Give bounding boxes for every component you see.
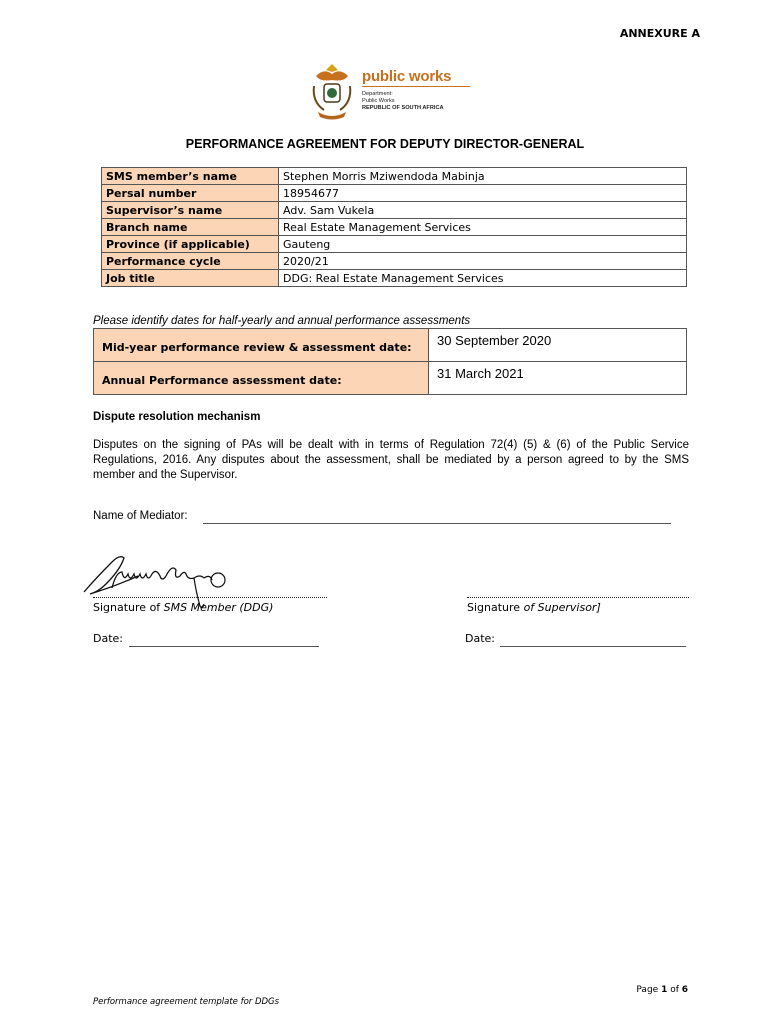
sms-date-line[interactable] xyxy=(129,646,319,647)
row-value: Stephen Morris Mziwendoda Mabinja xyxy=(279,168,687,185)
mediator-label: Name of Mediator: xyxy=(93,510,188,522)
assessment-instruction: Please identify dates for half-yearly and annual performance assessments xyxy=(93,315,471,327)
sms-signature-line xyxy=(93,597,327,598)
public-works-logo xyxy=(308,62,478,124)
row-value: DDG: Real Estate Management Services xyxy=(279,270,687,287)
coat-of-arms-icon xyxy=(308,62,356,124)
row-label: Branch name xyxy=(102,219,279,236)
date-label: Annual Performance assessment date: xyxy=(94,362,429,395)
annexure-label: ANNEXURE A xyxy=(619,27,700,40)
row-value: Real Estate Management Services xyxy=(279,219,687,236)
member-info-table xyxy=(101,167,687,287)
date-value: 30 September 2020 xyxy=(429,329,687,362)
dispute-heading: Dispute resolution mechanism xyxy=(93,411,261,423)
table-row xyxy=(102,253,687,270)
row-label: Province (if applicable) xyxy=(102,236,279,253)
row-label: Persal number xyxy=(102,185,279,202)
page-number: Page 1 of 6 xyxy=(636,985,688,995)
mediator-input-line[interactable] xyxy=(203,523,671,524)
table-row xyxy=(102,236,687,253)
date-value: 31 March 2021 xyxy=(429,362,687,395)
table-row xyxy=(94,362,687,395)
row-value: Adv. Sam Vukela xyxy=(279,202,687,219)
logo-title: public works xyxy=(362,68,452,85)
supervisor-signature-label: Signature of Supervisor] xyxy=(467,601,601,614)
table-row xyxy=(102,270,687,287)
supervisor-date-line[interactable] xyxy=(500,646,686,647)
row-value: 18954677 xyxy=(279,185,687,202)
table-row xyxy=(102,185,687,202)
sms-date-label: Date: xyxy=(93,632,123,645)
row-value: Gauteng xyxy=(279,236,687,253)
table-row xyxy=(102,202,687,219)
row-label: Job title xyxy=(102,270,279,287)
supervisor-signature-line xyxy=(467,597,689,598)
logo-line-1: Department: xyxy=(362,91,393,97)
sms-signature-label: Signature of SMS Member (DDG) xyxy=(93,601,274,614)
row-value: 2020/21 xyxy=(279,253,687,270)
assessment-dates-table xyxy=(93,328,687,395)
table-row xyxy=(102,219,687,236)
table-row xyxy=(102,168,687,185)
document-title: PERFORMANCE AGREEMENT FOR DEPUTY DIRECTOR-GENERAL xyxy=(185,137,585,151)
row-label: SMS member’s name xyxy=(102,168,279,185)
supervisor-date-label: Date: xyxy=(465,632,495,645)
logo-line-2: Public Works xyxy=(362,98,395,104)
row-label: Performance cycle xyxy=(102,253,279,270)
logo-line-3: REPUBLIC OF SOUTH AFRICA xyxy=(362,105,444,111)
dispute-text: Disputes on the signing of PAs will be dealt with in terms of Regulation 72(4) (5) & (6) of the Public Service Regulations, 2016. Any disputes about the assessment, shall be mediated by a person agreed to by the SMS member and the Supervisor. xyxy=(93,439,689,481)
footer-text: Performance agreement template for DDGs xyxy=(93,997,280,1007)
date-label: Mid-year performance review & assessment date: xyxy=(94,329,429,362)
row-label: Supervisor’s name xyxy=(102,202,279,219)
table-row xyxy=(94,329,687,362)
